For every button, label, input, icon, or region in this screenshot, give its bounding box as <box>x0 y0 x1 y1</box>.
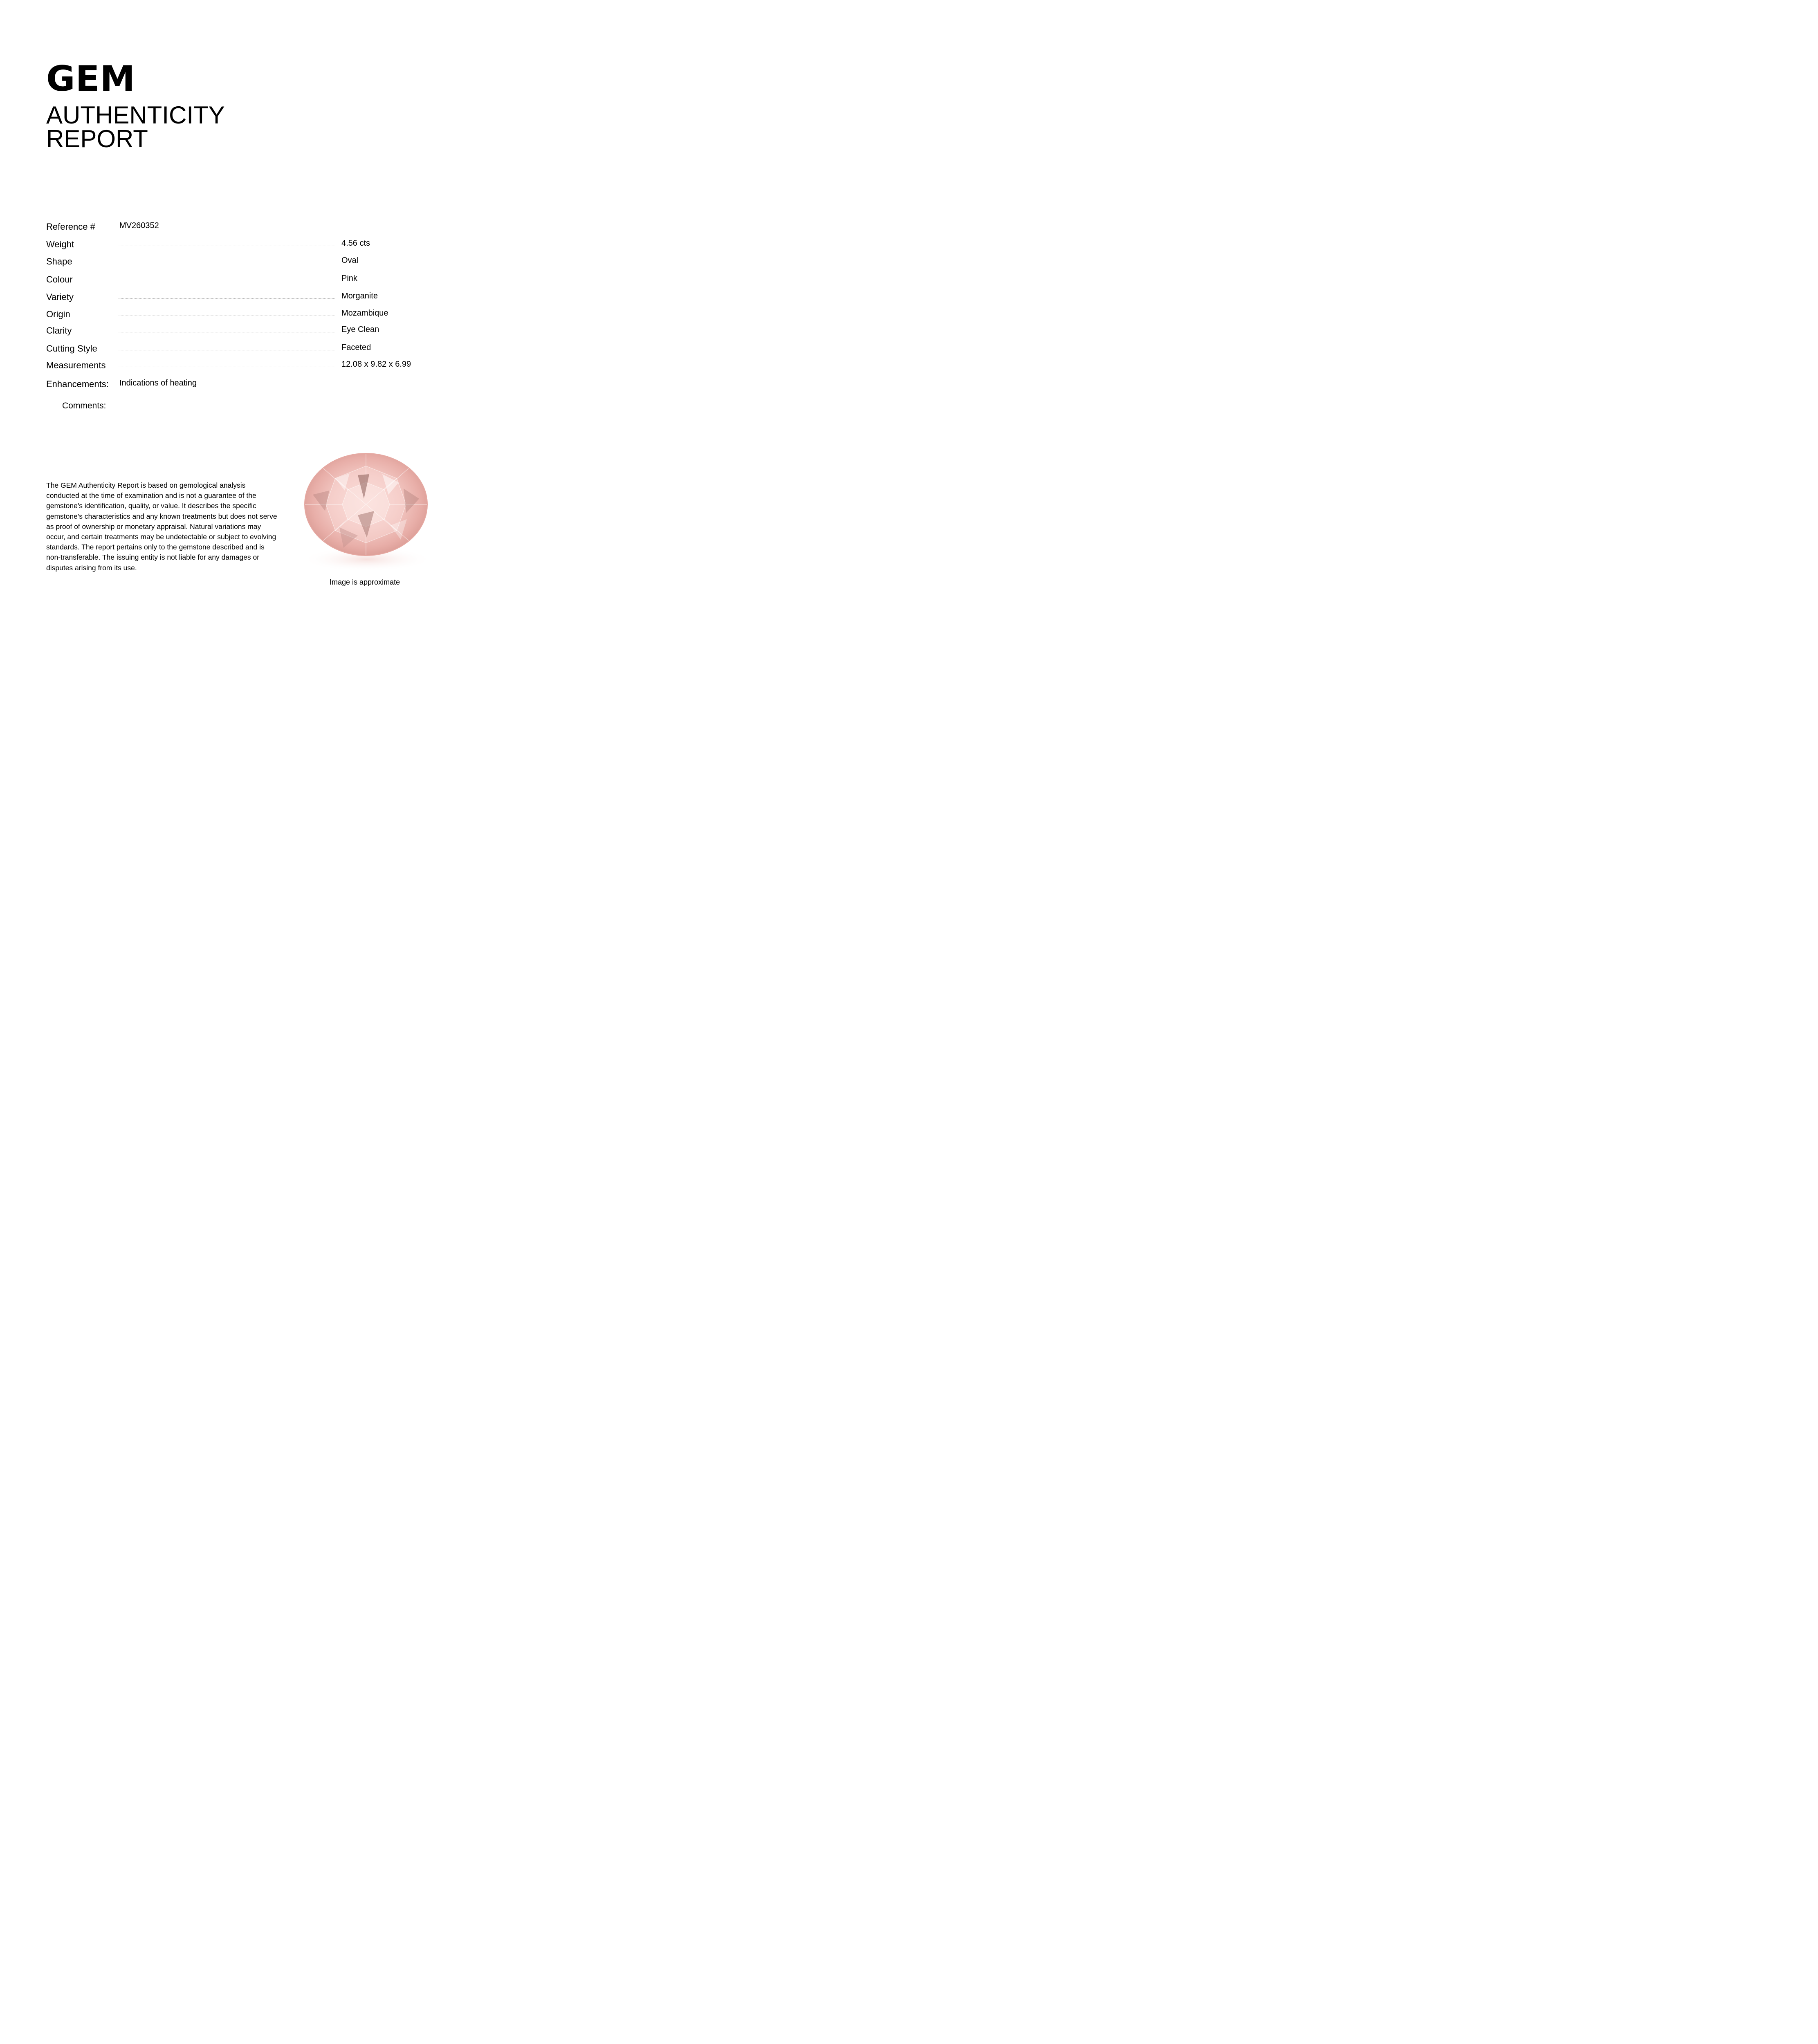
reference-value: MV260352 <box>119 221 159 230</box>
report-title: GEM <box>46 58 135 99</box>
enhancements-row <box>0 379 454 391</box>
enhancements-label: Enhancements: <box>46 379 109 389</box>
spec-label: Measurements <box>46 360 106 370</box>
spec-value: 4.56 cts <box>341 239 370 248</box>
authenticity-report-page <box>0 0 454 643</box>
spec-row-origin <box>0 309 454 321</box>
spec-row-clarity <box>0 325 454 338</box>
spec-row-variety <box>0 292 454 304</box>
spec-value: Morganite <box>341 291 378 300</box>
gemstone-image <box>296 450 435 574</box>
image-caption: Image is approximate <box>330 578 400 586</box>
reference-label: Reference # <box>46 222 95 232</box>
spec-value: Oval <box>341 256 359 265</box>
spec-label: Shape <box>46 256 72 267</box>
spec-label: Variety <box>46 292 74 302</box>
spec-value: Pink <box>341 274 357 283</box>
disclaimer-text: The GEM Authenticity Report is based on gemological analysis conducted at the time of examination and is not a guarantee of the gemstone's identification, quality, or value. It describes the specific gemstone's characteristics and any known treatments but does not serve as proof of ownership or monetary appraisal. Natural variations may occur, and certain treatments may be undetectable or subject to evolving standards. The report pertains only to the gemstone described and is non-transferable. The issuing entity is not liable for any damages or disputes arising from its use. <box>46 481 277 572</box>
spec-label: Cutting Style <box>46 343 97 354</box>
spec-row-shape <box>0 256 454 269</box>
reference-row <box>0 222 454 234</box>
report-subtitle <box>46 103 225 151</box>
spec-row-colour <box>0 274 454 287</box>
spec-row-measurements <box>0 360 454 372</box>
report-subtitle-line-1: AUTHENTICITY <box>46 101 225 129</box>
spec-label: Origin <box>46 309 70 319</box>
spec-label: Clarity <box>46 325 72 336</box>
spec-row-weight <box>0 239 454 251</box>
comments-label: Comments: <box>62 401 106 410</box>
report-subtitle-line-2: REPORT <box>46 125 148 152</box>
spec-value: 12.08 x 9.82 x 6.99 <box>341 360 411 369</box>
spec-label: Colour <box>46 274 73 285</box>
spec-row-cutting-style <box>0 343 454 356</box>
enhancements-value: Indications of heating <box>119 379 197 388</box>
leader-line <box>119 298 334 299</box>
spec-value: Faceted <box>341 343 371 352</box>
spec-label: Weight <box>46 239 74 249</box>
spec-value: Eye Clean <box>341 325 379 334</box>
spec-value: Mozambique <box>341 309 388 318</box>
